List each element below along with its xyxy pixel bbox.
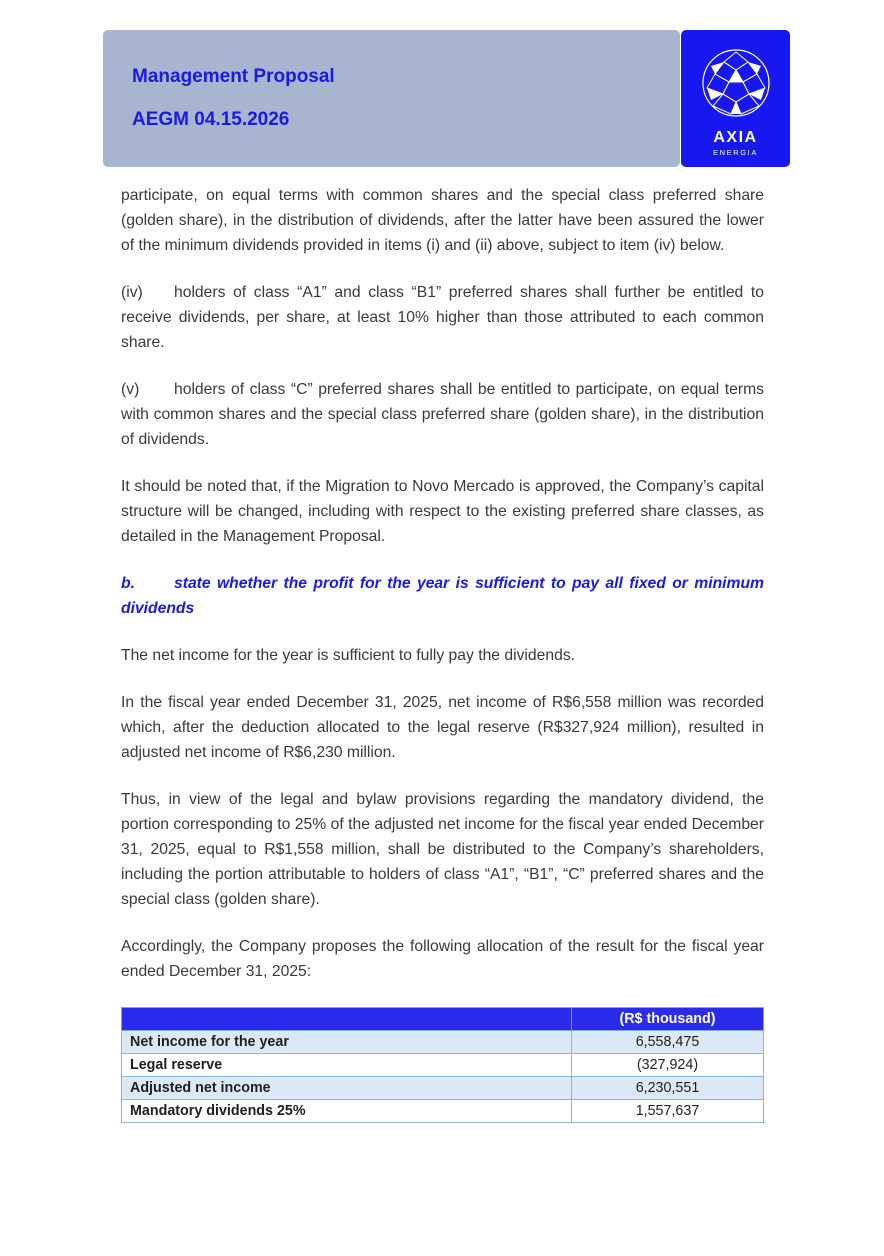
meeting-date: AEGM 04.15.2026 — [132, 109, 290, 130]
paragraph-mandatory-dividend: Thus, in view of the legal and bylaw provisions regarding the mandatory dividend, the portion corresponding to 25% of the adjusted net income for the fiscal year ended December 31, 2025, equal to R$1,558 million, shall be distributed to the Company’s shareholders, including the portion attributable to holders of class “A1”, “B1”, “C” preferred shares and the special class (golden share). — [121, 791, 764, 908]
table-row — [122, 1054, 764, 1077]
item-iv — [121, 280, 764, 355]
item-label: (iv) — [121, 284, 143, 301]
document-title: Management Proposal — [132, 66, 335, 87]
row-label: Net income for the year — [122, 1031, 572, 1054]
item-text: holders of class “A1” and class “B1” preferred shares shall further be entitled to receive dividends, per share, at least 10% higher than those attributed to each common share. — [121, 284, 764, 351]
logo-wordmark: AXIA — [713, 129, 758, 146]
table-header-unit: (R$ thousand) — [572, 1008, 764, 1031]
row-value: 6,230,551 — [572, 1077, 764, 1100]
table-row — [122, 1077, 764, 1100]
heading-label: b. — [121, 575, 135, 592]
header-band — [103, 30, 680, 167]
globe-icon — [701, 48, 771, 118]
table-header-row — [122, 1008, 764, 1031]
allocation-table — [121, 1007, 764, 1123]
paragraph-sufficient: The net income for the year is sufficient to fully pay the dividends. — [121, 647, 576, 664]
item-label: (v) — [121, 381, 140, 398]
paragraph-allocation: Accordingly, the Company proposes the following allocation of the result for the fiscal year ended December 31, 2025: — [121, 938, 764, 980]
company-logo — [681, 30, 790, 167]
item-text: holders of class “C” preferred shares shall be entitled to participate, on equal terms with common shares and the special class preferred share (golden share), in the distribution of dividends. — [121, 381, 764, 448]
row-value: 1,557,637 — [572, 1100, 764, 1123]
paragraph-migration: It should be noted that, if the Migration to Novo Mercado is approved, the Company’s capital structure will be changed, including with respect to the existing preferred share classes, as detailed in the Management Proposal. — [121, 478, 764, 545]
logo-subtitle: ENERGIA — [713, 148, 758, 157]
section-heading-b — [121, 571, 764, 621]
row-value: (327,924) — [572, 1054, 764, 1077]
table-header-blank — [122, 1008, 572, 1031]
row-label: Mandatory dividends 25% — [122, 1100, 572, 1123]
row-label: Adjusted net income — [122, 1077, 572, 1100]
heading-text: state whether the profit for the year is sufficient to pay all fixed or minimum dividends — [121, 575, 764, 617]
paragraph-fiscal-year: In the fiscal year ended December 31, 2025, net income of R$6,558 million was recorded which, after the deduction allocated to the legal reserve (R$327,924 million), resulted in adjusted net income of R$6,230 million. — [121, 694, 764, 761]
item-v — [121, 377, 764, 452]
document-body — [121, 183, 764, 1123]
table-row — [122, 1100, 764, 1123]
paragraph-continuation: participate, on equal terms with common shares and the special class preferred share (golden share), in the distribution of dividends, after the latter have been assured the lower of the minimum dividends provided in items (i) and (ii) above, subject to item (iv) below. — [121, 187, 764, 254]
row-label: Legal reserve — [122, 1054, 572, 1077]
row-value: 6,558,475 — [572, 1031, 764, 1054]
table-row — [122, 1031, 764, 1054]
